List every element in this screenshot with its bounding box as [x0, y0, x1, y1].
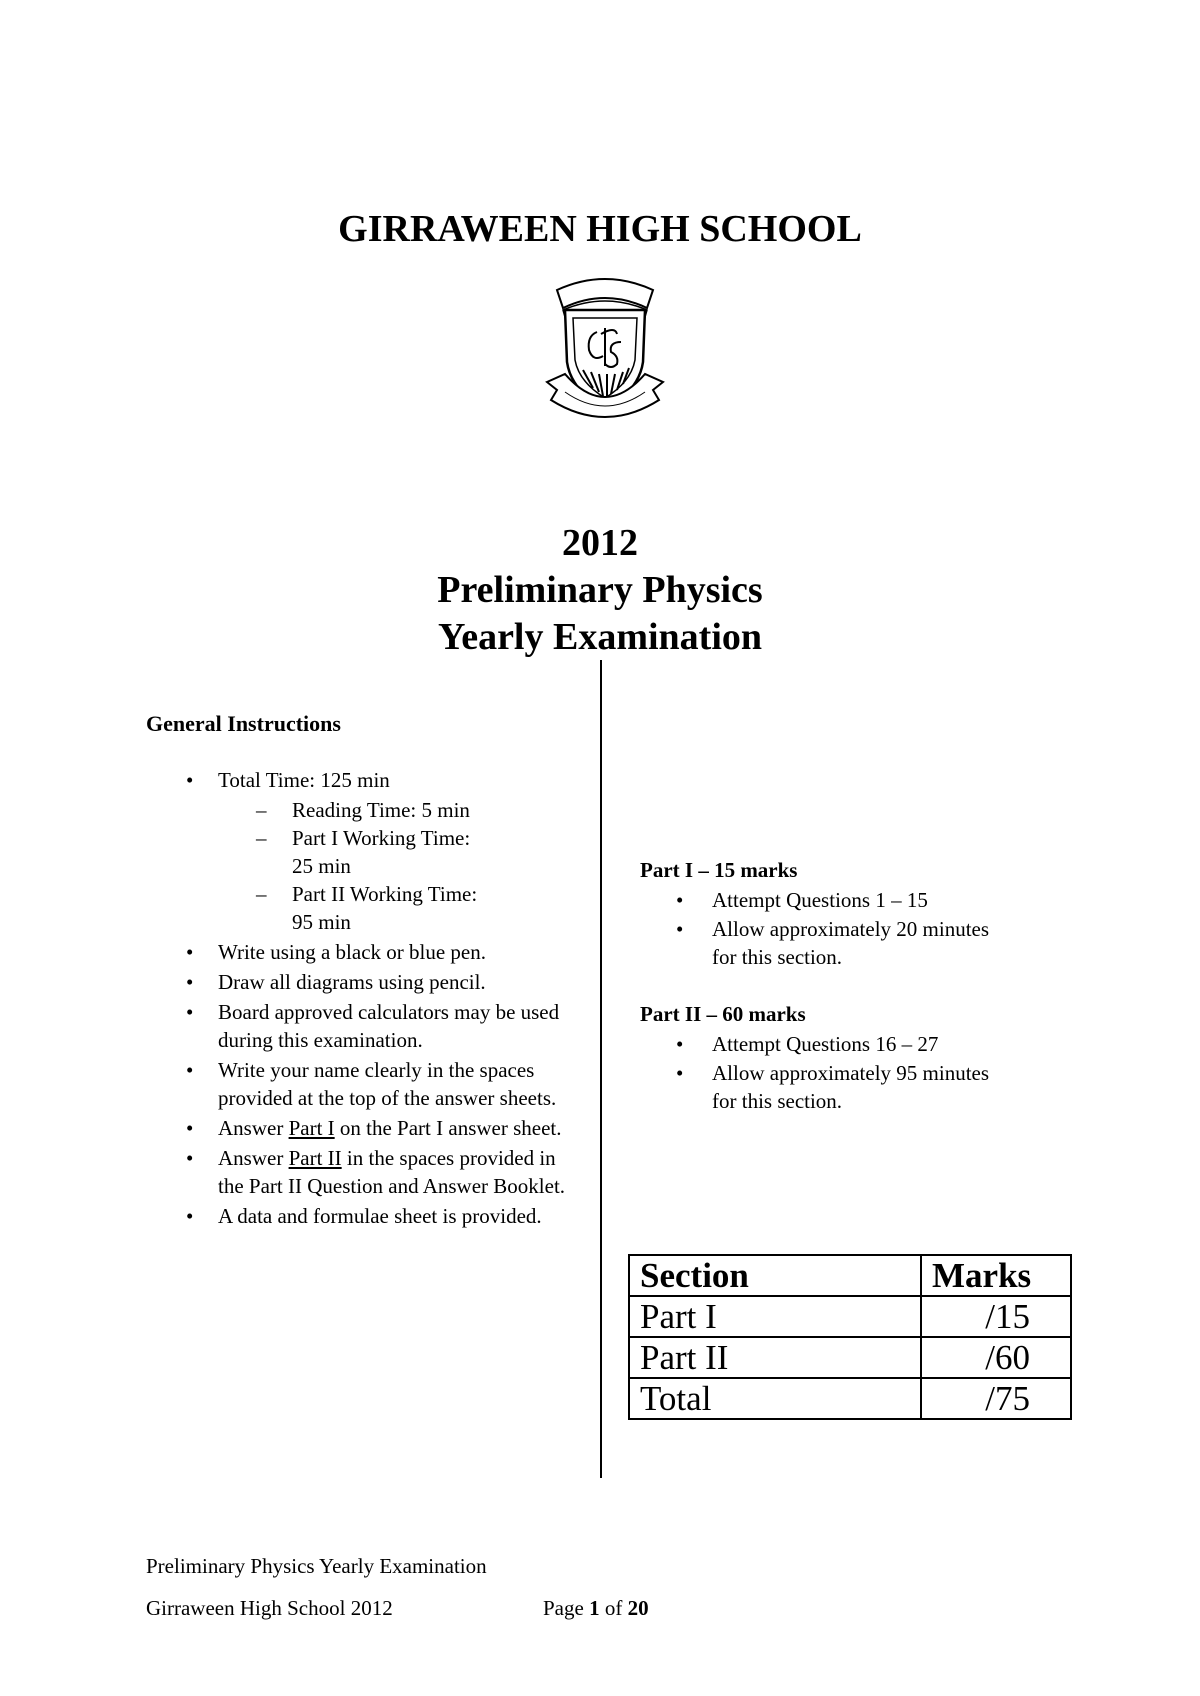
calculator-instruction: Board approved calculators may be used during this examination.	[218, 1000, 560, 1052]
list-item	[640, 1030, 1000, 1058]
answer-part2-pre: Answer	[218, 1146, 289, 1170]
general-instructions-list	[146, 766, 566, 1232]
bullet-icon: •	[676, 888, 684, 912]
list-subitem	[146, 824, 566, 880]
list-item	[146, 968, 566, 996]
list-item	[146, 1144, 566, 1200]
row-section: Part I	[629, 1296, 921, 1337]
list-item	[146, 1202, 566, 1230]
data-sheet-note: A data and formulae sheet is provided.	[218, 1204, 542, 1228]
pen-instruction: Write using a black or blue pen.	[218, 940, 486, 964]
list-item	[146, 938, 566, 966]
dash-icon: –	[256, 882, 267, 906]
bullet-icon: •	[676, 1061, 684, 1085]
answer-part1-underlined: Part I	[288, 1116, 335, 1140]
answer-part2-post: in the spaces provided in the Part II Question and Answer Booklet.	[218, 1146, 566, 1198]
part1-list	[640, 886, 1000, 972]
list-item	[146, 1056, 566, 1112]
bullet-icon: •	[186, 1000, 194, 1024]
bullet-icon: •	[676, 917, 684, 941]
total-time-text: Total Time: 125 min	[218, 768, 390, 792]
page-number: 1	[589, 1596, 600, 1620]
page-prefix: Page	[543, 1596, 590, 1620]
list-item	[146, 766, 566, 794]
bullet-icon: •	[186, 970, 194, 994]
footer-exam-title: Preliminary Physics Yearly Examination	[146, 1554, 487, 1578]
answer-part1-pre: Answer	[218, 1116, 289, 1140]
school-name: GIRRAWEEN HIGH SCHOOL	[338, 208, 862, 250]
answer-part2-underlined: Part II	[288, 1146, 342, 1170]
part2-list	[640, 1030, 1000, 1116]
table-row	[629, 1378, 1071, 1419]
reading-time-text: Reading Time: 5 min	[292, 798, 470, 822]
part1-working-time-value: 25 min	[292, 854, 351, 878]
bullet-icon: •	[186, 1146, 194, 1170]
row-marks: /75	[921, 1378, 1071, 1419]
name-instruction: Write your name clearly in the spaces provided at the top of the answer sheets.	[218, 1058, 557, 1110]
page-total: 20	[627, 1596, 649, 1620]
list-item	[640, 886, 1000, 914]
row-marks: /60	[921, 1337, 1071, 1378]
table-header-row	[629, 1255, 1071, 1296]
dash-icon: –	[256, 798, 267, 822]
part1-attempt: Attempt Questions 1 – 15	[712, 888, 928, 912]
pencil-instruction: Draw all diagrams using pencil.	[218, 970, 486, 994]
row-marks: /15	[921, 1296, 1071, 1337]
table-row	[629, 1296, 1071, 1337]
part2-working-time-value: 95 min	[292, 910, 351, 934]
bullet-icon: •	[676, 1032, 684, 1056]
row-section: Part II	[629, 1337, 921, 1378]
bullet-icon: •	[186, 768, 194, 792]
answer-part1-post: on the Part I answer sheet.	[334, 1116, 562, 1140]
bullet-icon: •	[186, 1116, 194, 1140]
bullet-icon: •	[186, 1058, 194, 1082]
bullet-icon: •	[186, 1204, 194, 1228]
list-item	[640, 915, 1000, 971]
row-section: Total	[629, 1378, 921, 1419]
list-item	[640, 1059, 1000, 1115]
list-subitem	[146, 796, 566, 824]
footer-school-year: Girraween High School 2012	[146, 1596, 393, 1620]
page-mid: of	[599, 1596, 628, 1620]
bullet-icon: •	[186, 940, 194, 964]
table-row	[629, 1337, 1071, 1378]
part2-working-time-text: Part II Working Time:	[292, 882, 478, 906]
header-section: Section	[629, 1255, 921, 1296]
general-instructions-heading: General Instructions	[146, 711, 341, 736]
exam-subject: Preliminary Physics	[437, 569, 763, 611]
part2-allow: Allow approximately 95 minutes for this section.	[712, 1061, 990, 1113]
header-marks: Marks	[921, 1255, 1071, 1296]
part1-allow: Allow approximately 20 minutes for this section.	[712, 917, 990, 969]
page-indicator	[543, 1594, 649, 1622]
marks-table	[628, 1254, 1072, 1420]
list-item	[146, 1114, 566, 1142]
dash-icon: –	[256, 826, 267, 850]
exam-type: Yearly Examination	[437, 616, 763, 658]
school-crest-logo	[543, 270, 667, 430]
part2-attempt: Attempt Questions 16 – 27	[712, 1032, 939, 1056]
list-subitem	[146, 880, 566, 936]
part2-heading: Part II – 60 marks	[640, 1002, 806, 1026]
part1-working-time-text: Part I Working Time:	[292, 826, 471, 850]
list-item	[146, 998, 566, 1054]
column-divider	[600, 660, 602, 1478]
exam-year: 2012	[562, 522, 638, 564]
part1-heading: Part I – 15 marks	[640, 858, 798, 882]
